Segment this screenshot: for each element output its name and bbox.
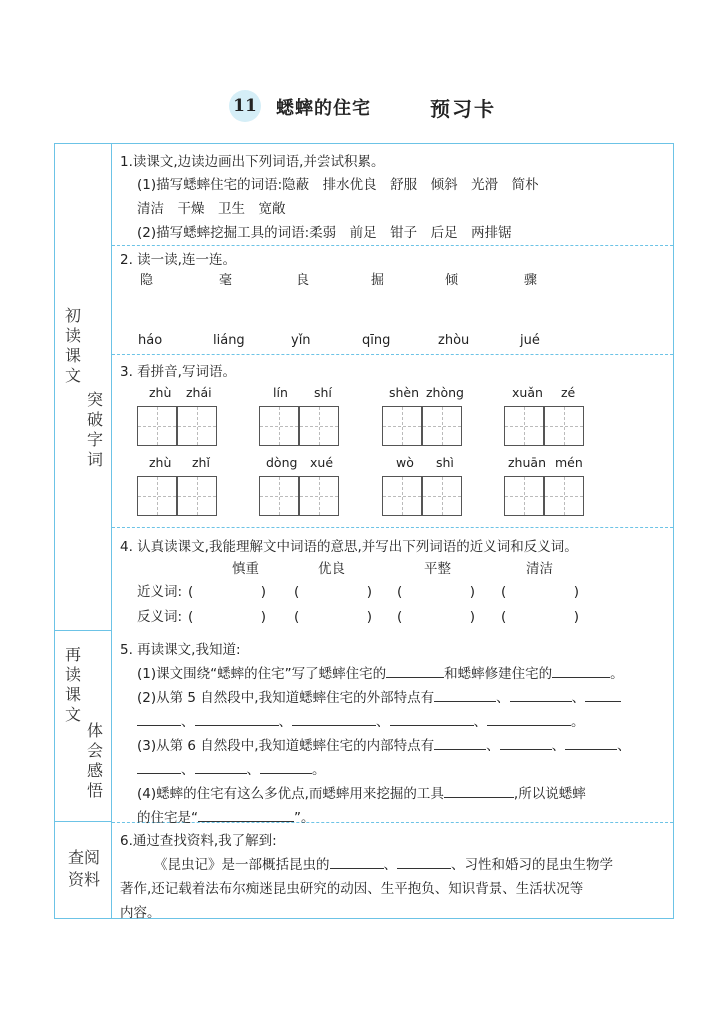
character: 掘 <box>371 273 385 288</box>
sidebar-section-2 <box>55 631 112 822</box>
text: ,所以说蟋蟀 <box>513 786 586 802</box>
vocab-word: 慎重 <box>232 561 259 577</box>
answer-paren[interactable]: ( ) <box>294 584 373 600</box>
question-5-line: 、 、 。 <box>137 758 326 778</box>
sidebar-label-material: 资料 <box>67 870 100 889</box>
answer-blank[interactable] <box>552 666 610 678</box>
question-1-title: 1.读课文,边读边画出下列词语,并尝试积累。 <box>120 154 385 170</box>
lesson-number-badge: 11 <box>229 90 261 122</box>
text: 。 <box>610 666 624 682</box>
sidebar-label-feel: 体会感悟 <box>86 721 103 800</box>
question-6-title: 6.通过查找资料,我了解到: <box>120 833 277 849</box>
answer-blank[interactable] <box>390 714 474 726</box>
character: 骤 <box>524 273 538 288</box>
answer-blank[interactable] <box>434 690 496 702</box>
pinyin: zé <box>561 385 576 400</box>
text: 的住宅是“ <box>137 810 198 826</box>
pinyin: zhù <box>149 455 172 470</box>
text: 、习性和婚习的昆虫生物学 <box>451 857 613 873</box>
answer-blank[interactable] <box>565 738 617 750</box>
pinyin: zhù <box>149 385 172 400</box>
answer-blank[interactable] <box>510 690 572 702</box>
text: (3)从第 6 自然段中,我知道蟋蟀住宅的内部特点有 <box>137 738 435 754</box>
answer-blank[interactable] <box>260 762 312 774</box>
question-5-title: 5. 再读课文,我知道: <box>120 642 241 658</box>
pinyin-row <box>120 333 660 353</box>
text: (1)课文围绕“蟋蟀的住宅”写了蟋蟀住宅的 <box>137 666 387 682</box>
character: 倾 <box>445 273 459 288</box>
pinyin: yǐn <box>291 333 311 348</box>
answer-paren[interactable]: ( ) <box>501 609 580 625</box>
answer-blank[interactable] <box>444 786 514 798</box>
answer-blank[interactable] <box>585 690 621 702</box>
answer-blank[interactable] <box>137 762 181 774</box>
pinyin: dòng <box>266 455 298 470</box>
text: (2)从第 5 自然段中,我知道蟋蟀住宅的外部特点有 <box>137 690 435 706</box>
answer-blank[interactable] <box>195 762 247 774</box>
pinyin: mén <box>555 455 583 470</box>
answer-blank[interactable] <box>198 810 294 822</box>
sidebar-section-1 <box>55 144 112 631</box>
pinyin: xuǎn <box>512 385 543 400</box>
question-6-line: 著作,还记载着法布尔痴迷昆虫研究的动因、生平抱负、知识背景、生活状况等 <box>120 881 584 897</box>
answer-blank[interactable] <box>330 857 384 869</box>
question-1-line: (2)描写蟋蟀挖掘工具的词语:柔弱 前足 钳子 后足 两排锯 <box>137 225 512 241</box>
sidebar-label-lookup: 查阅 <box>67 848 100 867</box>
vocab-word: 清洁 <box>526 561 553 577</box>
answer-paren[interactable]: ( ) <box>397 584 476 600</box>
page-header <box>0 88 727 124</box>
answer-paren[interactable]: ( ) <box>294 609 373 625</box>
card-title: 预习卡 <box>430 97 496 121</box>
divider <box>112 354 673 355</box>
answer-blank[interactable] <box>397 857 451 869</box>
text: (4)蟋蟀的住宅有这么多优点,而蟋蟀用来挖掘的工具 <box>137 786 444 802</box>
text: 《昆虫记》是一部概括昆虫的 <box>154 857 330 873</box>
character: 隐 <box>140 273 154 288</box>
synonym-label: 近义词: <box>137 584 183 600</box>
character: 毫 <box>219 273 233 288</box>
pinyin: shèn <box>389 385 420 400</box>
sidebar-label-reread: 再读课文 <box>64 645 81 724</box>
answer-paren[interactable]: ( ) <box>188 584 267 600</box>
pinyin: wò <box>396 455 414 470</box>
character: 良 <box>296 273 310 288</box>
pinyin: zhòng <box>426 385 464 400</box>
answer-blank[interactable] <box>137 714 181 726</box>
pinyin: zhòu <box>438 333 470 348</box>
answer-blank[interactable] <box>292 714 376 726</box>
pinyin: zhái <box>186 385 212 400</box>
answer-paren[interactable]: ( ) <box>397 609 476 625</box>
sidebar-section-3 <box>55 822 112 918</box>
text: 、 <box>383 857 397 873</box>
pinyin: shì <box>436 455 454 470</box>
sidebar-label-words: 突破字词 <box>86 390 103 469</box>
sidebar-label-read: 初读课文 <box>64 306 81 385</box>
question-5-line <box>137 782 586 802</box>
text: 和蟋蟀修建住宅的 <box>444 666 553 682</box>
question-3-title: 3. 看拼音,写词语。 <box>120 364 236 380</box>
answer-paren[interactable]: ( ) <box>188 609 267 625</box>
pinyin: háo <box>138 333 163 348</box>
answer-blank[interactable] <box>500 738 552 750</box>
question-6-line: 内容。 <box>120 905 161 921</box>
question-6-line <box>154 853 613 873</box>
character-row <box>120 269 660 289</box>
question-5-line: (3)从第 6 自然段中,我知道蟋蟀住宅的内部特点有 、 、 、 <box>137 738 631 754</box>
answer-blank[interactable] <box>487 714 571 726</box>
question-5-line <box>137 806 315 826</box>
pinyin: jué <box>520 333 540 348</box>
vocab-word: 优良 <box>318 561 345 577</box>
vocab-word: 平整 <box>424 561 451 577</box>
pinyin: zhǐ <box>192 455 210 470</box>
question-5-line: 、 、 、 、 。 <box>137 710 585 730</box>
lesson-title: 蟋蟀的住宅 <box>276 98 371 119</box>
pinyin: shí <box>314 385 332 400</box>
question-5-line <box>137 662 624 682</box>
pinyin: lín <box>273 385 288 400</box>
divider <box>112 527 673 528</box>
question-5-line: (2)从第 5 自然段中,我知道蟋蟀住宅的外部特点有 、 、 <box>137 686 621 706</box>
pinyin: xué <box>310 455 334 470</box>
question-4-title: 4. 认真读课文,我能理解文中词语的意思,并写出下列词语的近义词和反义词。 <box>120 539 578 555</box>
text: ”。 <box>294 810 315 826</box>
answer-blank[interactable] <box>195 714 279 726</box>
pinyin: zhuān <box>508 455 546 470</box>
question-2-title: 2. 读一读,连一连。 <box>120 252 236 268</box>
question-1-line: 清洁 干燥 卫生 宽敞 <box>137 201 286 217</box>
worksheet-frame <box>54 143 674 919</box>
answer-blank[interactable] <box>386 666 444 678</box>
question-1-line: (1)描写蟋蟀住宅的词语:隐蔽 排水优良 舒服 倾斜 光滑 简朴 <box>137 177 539 193</box>
antonym-label: 反义词: <box>137 609 183 625</box>
divider <box>112 245 673 246</box>
answer-paren[interactable]: ( ) <box>501 584 580 600</box>
answer-blank[interactable] <box>434 738 486 750</box>
pinyin: liáng <box>213 333 245 348</box>
pinyin: qīng <box>362 333 391 348</box>
